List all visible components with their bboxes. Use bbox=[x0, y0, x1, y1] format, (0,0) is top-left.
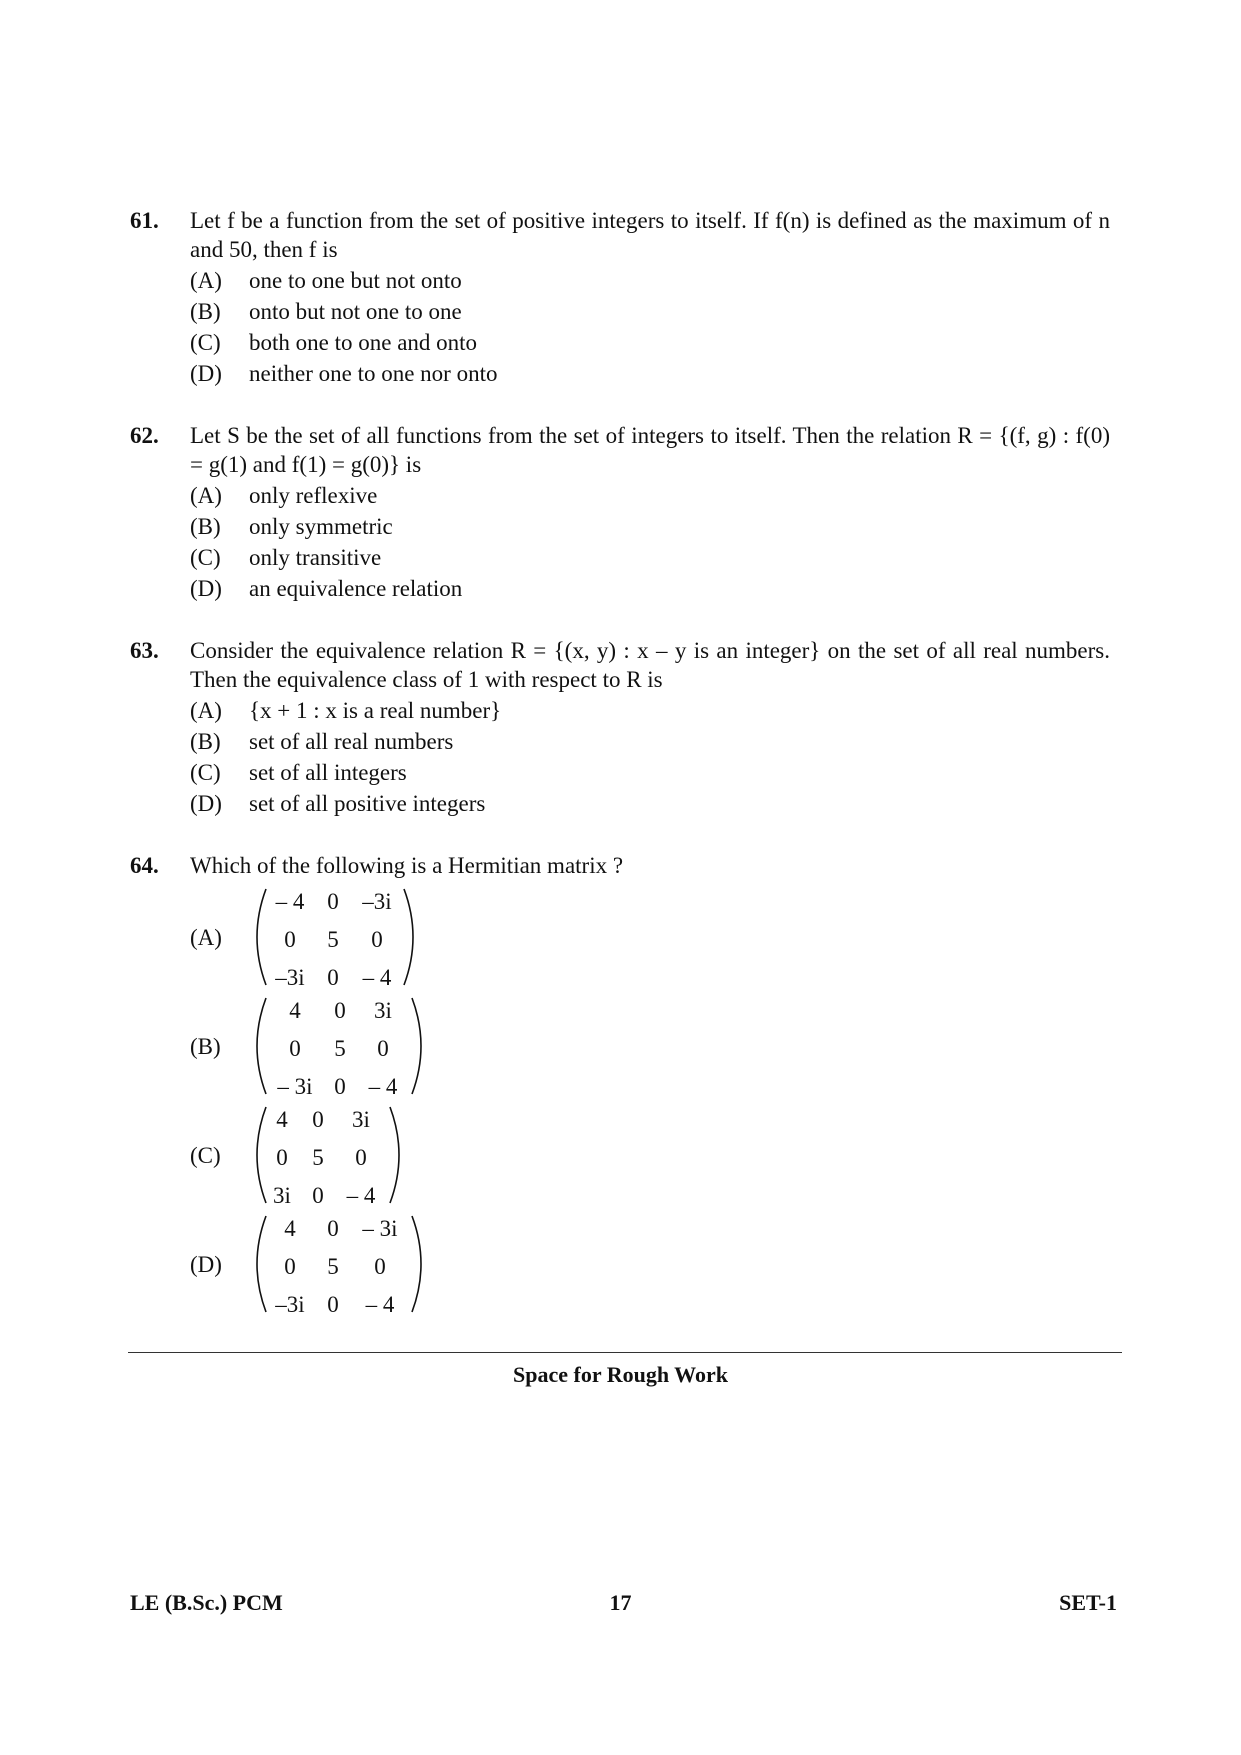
option-a bbox=[190, 695, 1120, 726]
option-a bbox=[190, 480, 1120, 511]
option-c bbox=[190, 757, 1120, 788]
question-63 bbox=[130, 636, 1120, 819]
rough-work-divider bbox=[128, 1352, 1122, 1353]
matrix-cell: 5 bbox=[327, 1254, 339, 1279]
option-label: (B) bbox=[190, 729, 221, 754]
options-list bbox=[190, 265, 1120, 389]
matrix-cell: 4 bbox=[276, 1107, 288, 1132]
option-label: (C) bbox=[190, 760, 221, 785]
option-c bbox=[190, 327, 1120, 358]
option-b bbox=[190, 726, 1120, 757]
matrix-cell: – 3i bbox=[362, 1216, 398, 1241]
matrix-cell: – 4 bbox=[365, 1292, 395, 1317]
matrix-cell: 0 bbox=[289, 1036, 301, 1061]
option-text: both one to one and onto bbox=[249, 330, 478, 355]
option-label: (D) bbox=[190, 791, 222, 816]
matrix-cell: 5 bbox=[327, 927, 339, 952]
option-label: (A) bbox=[190, 483, 222, 508]
option-text: {x + 1 : x is a real number} bbox=[249, 698, 502, 723]
matrix-cell: –3i bbox=[362, 889, 392, 914]
option-text: onto but not one to one bbox=[249, 299, 462, 324]
matrix bbox=[250, 1105, 430, 1208]
matrix-cell: 0 bbox=[334, 998, 346, 1023]
option-label: (A) bbox=[190, 698, 222, 723]
matrix-cell: 0 bbox=[312, 1107, 324, 1132]
question-64 bbox=[130, 851, 1120, 1321]
question-61 bbox=[130, 206, 1120, 389]
matrix-cell: 0 bbox=[312, 1183, 324, 1208]
option-label: (A) bbox=[190, 268, 222, 293]
matrix-cell: 3i bbox=[273, 1183, 291, 1208]
matrix-cell: 5 bbox=[334, 1036, 346, 1061]
option-text: only symmetric bbox=[249, 514, 393, 539]
question-text: Let f be a function from the set of positive integers to itself. If f(n) is defined as the maximum of n and 50, then f is bbox=[190, 208, 1110, 262]
option-b bbox=[190, 296, 1120, 327]
matrix-cell: 0 bbox=[284, 927, 296, 952]
matrix-cell: 4 bbox=[289, 998, 301, 1023]
option-c bbox=[190, 542, 1120, 573]
matrix-cell: – 4 bbox=[346, 1183, 376, 1208]
option-text: set of all integers bbox=[249, 760, 407, 785]
option-text: neither one to one nor onto bbox=[249, 361, 498, 386]
option-text: only transitive bbox=[249, 545, 382, 570]
matrix-cell: 0 bbox=[284, 1254, 296, 1279]
option-label: (C) bbox=[190, 1143, 221, 1168]
matrix-cell: 0 bbox=[377, 1036, 389, 1061]
matrix-cell: 0 bbox=[327, 1292, 339, 1317]
option-b bbox=[190, 511, 1120, 542]
matrix-cell: – 4 bbox=[368, 1074, 398, 1099]
matrix-cell: –3i bbox=[275, 965, 305, 990]
matrix bbox=[250, 996, 430, 1099]
matrix-cell: 0 bbox=[334, 1074, 346, 1099]
question-62 bbox=[130, 421, 1120, 604]
option-d bbox=[190, 573, 1120, 604]
matrix-cell: 3i bbox=[352, 1107, 370, 1132]
question-text: Let S be the set of all functions from the set of integers to itself. Then the relation R = {(f, g) : f(0) = g(1) and f(1) = g(0)} is bbox=[190, 423, 1110, 477]
matrix-cell: 0 bbox=[374, 1254, 386, 1279]
matrix-cell: 0 bbox=[327, 965, 339, 990]
matrix-cell: 0 bbox=[327, 889, 339, 914]
rough-work-label: Space for Rough Work bbox=[513, 1362, 728, 1387]
option-label: (D) bbox=[190, 576, 222, 601]
option-label: (D) bbox=[190, 1252, 222, 1277]
footer-page-number: 17 bbox=[609, 1590, 632, 1615]
option-text: set of all positive integers bbox=[249, 791, 486, 816]
options-list bbox=[190, 695, 1120, 819]
option-text: set of all real numbers bbox=[249, 729, 454, 754]
option-label: (C) bbox=[190, 545, 221, 570]
option-label: (B) bbox=[190, 299, 221, 324]
option-text: one to one but not onto bbox=[249, 268, 462, 293]
option-d bbox=[190, 358, 1120, 389]
matrix bbox=[250, 1214, 430, 1317]
matrix-cell: 5 bbox=[312, 1145, 324, 1170]
footer-set: SET-1 bbox=[1059, 1590, 1117, 1615]
matrix-cell: 0 bbox=[371, 927, 383, 952]
question-number: 63. bbox=[130, 638, 159, 663]
question-number: 64. bbox=[130, 853, 159, 878]
matrix-cell: 0 bbox=[355, 1145, 367, 1170]
question-number: 61. bbox=[130, 208, 159, 233]
question-text: Which of the following is a Hermitian matrix ? bbox=[190, 853, 624, 878]
matrix-cell: 4 bbox=[284, 1216, 296, 1241]
option-label: (B) bbox=[190, 1034, 221, 1059]
matrix-cell: 3i bbox=[374, 998, 392, 1023]
question-number: 62. bbox=[130, 423, 159, 448]
option-label: (D) bbox=[190, 361, 222, 386]
option-text: only reflexive bbox=[249, 483, 378, 508]
option-label: (B) bbox=[190, 514, 221, 539]
matrix bbox=[250, 887, 430, 990]
matrix-cell: – 4 bbox=[362, 965, 392, 990]
matrix-cell: – 3i bbox=[277, 1074, 313, 1099]
option-text: an equivalence relation bbox=[249, 576, 463, 601]
option-d bbox=[190, 788, 1120, 819]
option-label: (A) bbox=[190, 925, 222, 950]
matrix-cell: 0 bbox=[327, 1216, 339, 1241]
matrix-cell: –3i bbox=[275, 1292, 305, 1317]
matrix-cell: – 4 bbox=[275, 889, 305, 914]
matrix-cell: 0 bbox=[276, 1145, 288, 1170]
question-text: Consider the equivalence relation R = {(x, y) : x – y is an integer} on the set of all real numbers. Then the equivalence class of 1 with respect to R is bbox=[190, 638, 1110, 692]
option-a bbox=[190, 265, 1120, 296]
options-list bbox=[190, 480, 1120, 604]
footer-course: LE (B.Sc.) PCM bbox=[130, 1590, 283, 1615]
option-label: (C) bbox=[190, 330, 221, 355]
